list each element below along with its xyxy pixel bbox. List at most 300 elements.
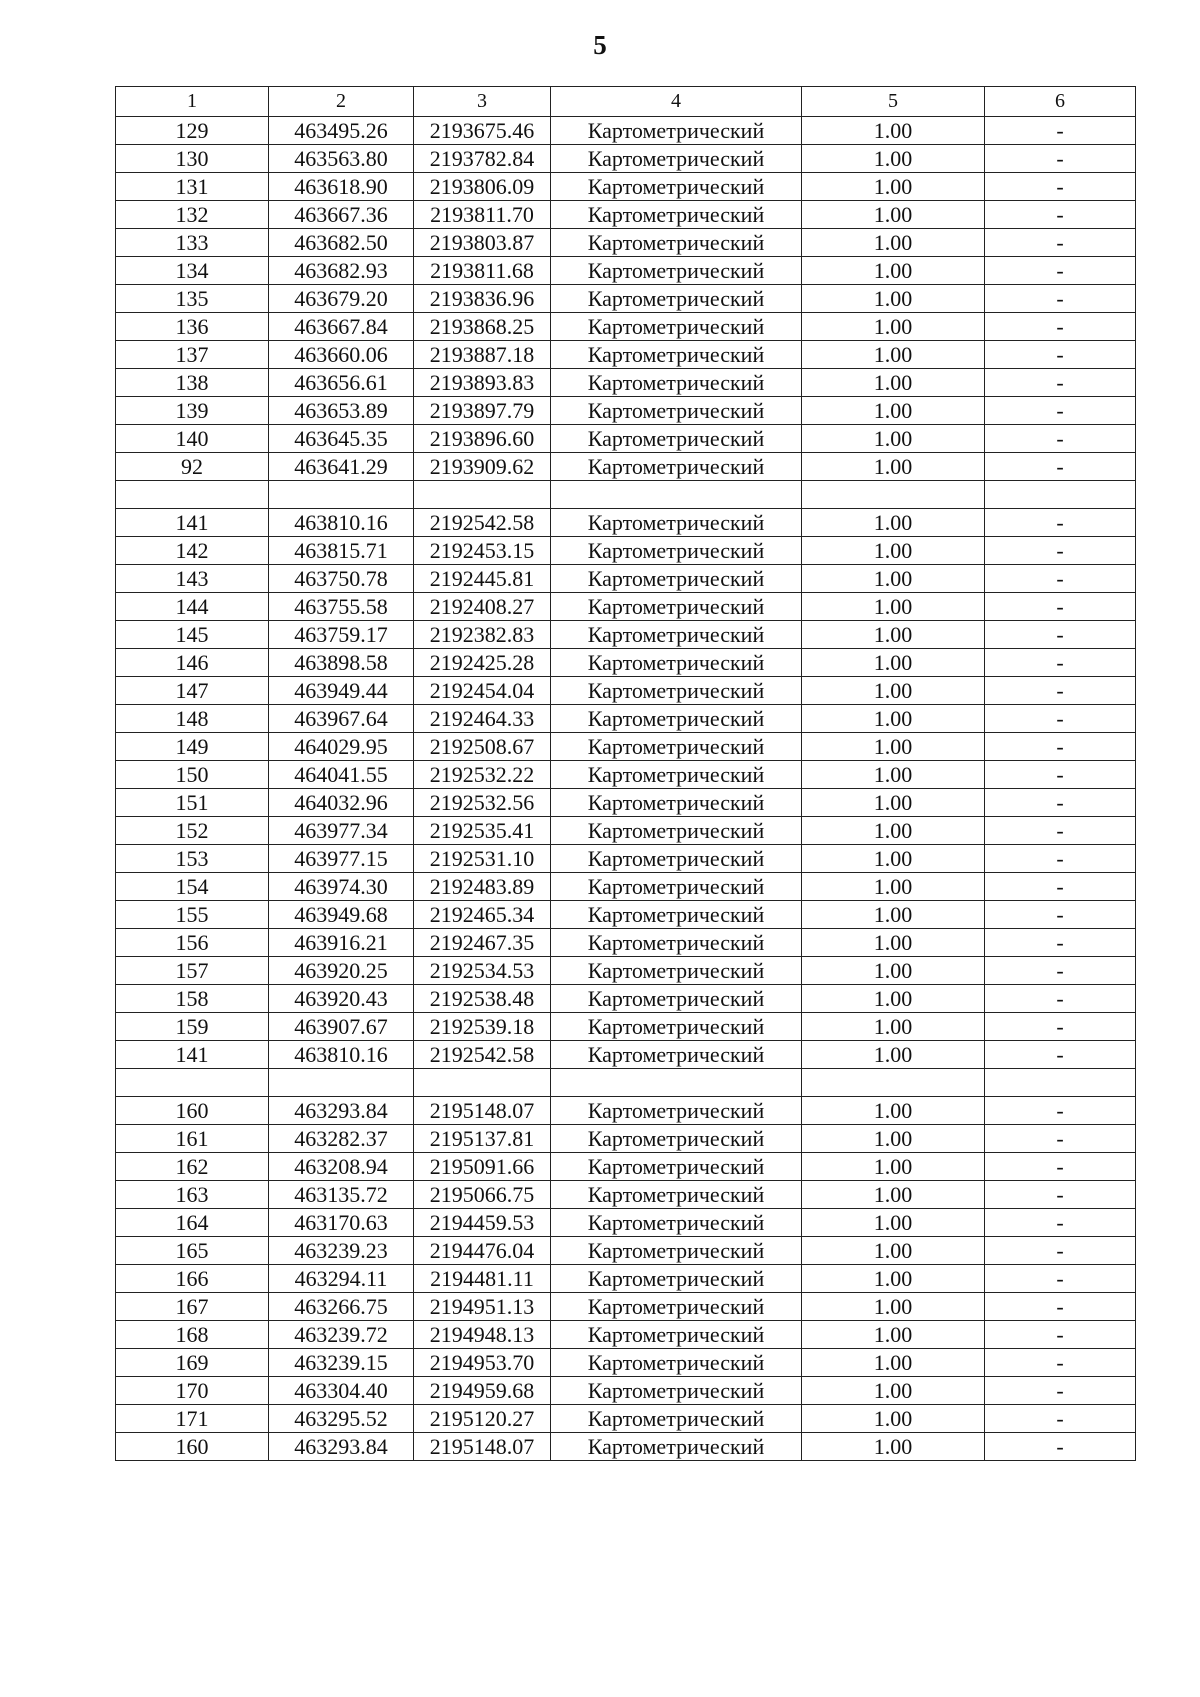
point-number-cell: 129 (116, 117, 269, 145)
column-header: 4 (551, 87, 802, 117)
table-row (116, 285, 1136, 313)
point-number-cell: 140 (116, 425, 269, 453)
accuracy-cell: 1.00 (802, 985, 985, 1013)
accuracy-cell (802, 1069, 985, 1097)
y-coordinate-cell: 2192508.67 (414, 733, 551, 761)
note-cell: - (985, 509, 1136, 537)
method-cell: Картометрический (551, 397, 802, 425)
page-number: 5 (593, 30, 607, 60)
note-cell: - (985, 985, 1136, 1013)
x-coordinate-cell: 463282.37 (269, 1125, 414, 1153)
accuracy-cell: 1.00 (802, 537, 985, 565)
table-row (116, 789, 1136, 817)
note-cell: - (985, 537, 1136, 565)
point-number-cell: 170 (116, 1377, 269, 1405)
x-coordinate-cell: 463293.84 (269, 1097, 414, 1125)
note-cell: - (985, 593, 1136, 621)
x-coordinate-cell: 463755.58 (269, 593, 414, 621)
x-coordinate-cell: 463170.63 (269, 1209, 414, 1237)
method-cell: Картометрический (551, 901, 802, 929)
y-coordinate-cell: 2193806.09 (414, 173, 551, 201)
accuracy-cell: 1.00 (802, 1433, 985, 1461)
accuracy-cell (802, 481, 985, 509)
x-coordinate-cell: 463618.90 (269, 173, 414, 201)
y-coordinate-cell: 2192425.28 (414, 649, 551, 677)
point-number-cell: 147 (116, 677, 269, 705)
x-coordinate-cell: 463810.16 (269, 509, 414, 537)
y-coordinate-cell: 2192464.33 (414, 705, 551, 733)
method-cell: Картометрический (551, 1181, 802, 1209)
point-number-cell: 158 (116, 985, 269, 1013)
method-cell: Картометрический (551, 1433, 802, 1461)
point-number-cell: 160 (116, 1433, 269, 1461)
note-cell: - (985, 145, 1136, 173)
table-row (116, 1433, 1136, 1461)
table-row (116, 1377, 1136, 1405)
method-cell: Картометрический (551, 341, 802, 369)
table-row (116, 845, 1136, 873)
point-number-cell: 136 (116, 313, 269, 341)
point-number-cell: 139 (116, 397, 269, 425)
y-coordinate-cell: 2193887.18 (414, 341, 551, 369)
accuracy-cell: 1.00 (802, 761, 985, 789)
accuracy-cell: 1.00 (802, 1405, 985, 1433)
y-coordinate-cell: 2194481.11 (414, 1265, 551, 1293)
table-row (116, 453, 1136, 481)
x-coordinate-cell: 463563.80 (269, 145, 414, 173)
note-cell: - (985, 1181, 1136, 1209)
note-cell: - (985, 733, 1136, 761)
point-number-cell: 144 (116, 593, 269, 621)
method-cell: Картометрический (551, 257, 802, 285)
method-cell: Картометрический (551, 621, 802, 649)
y-coordinate-cell: 2192532.56 (414, 789, 551, 817)
accuracy-cell: 1.00 (802, 1237, 985, 1265)
point-number-cell: 141 (116, 509, 269, 537)
y-coordinate-cell: 2193811.70 (414, 201, 551, 229)
method-cell: Картометрический (551, 733, 802, 761)
note-cell: - (985, 1125, 1136, 1153)
x-coordinate-cell (269, 481, 414, 509)
point-number-cell: 142 (116, 537, 269, 565)
accuracy-cell: 1.00 (802, 817, 985, 845)
note-cell: - (985, 1377, 1136, 1405)
accuracy-cell: 1.00 (802, 901, 985, 929)
note-cell: - (985, 173, 1136, 201)
y-coordinate-cell: 2193897.79 (414, 397, 551, 425)
table-row (116, 369, 1136, 397)
y-coordinate-cell: 2192542.58 (414, 1041, 551, 1069)
point-number-cell: 133 (116, 229, 269, 257)
table-row (116, 313, 1136, 341)
table-row (116, 649, 1136, 677)
method-cell: Картометрический (551, 453, 802, 481)
point-number-cell: 135 (116, 285, 269, 313)
point-number-cell: 141 (116, 1041, 269, 1069)
note-cell: - (985, 649, 1136, 677)
note-cell (985, 481, 1136, 509)
y-coordinate-cell: 2195091.66 (414, 1153, 551, 1181)
point-number-cell: 157 (116, 957, 269, 985)
column-header: 6 (985, 87, 1136, 117)
table-row (116, 481, 1136, 509)
note-cell: - (985, 789, 1136, 817)
method-cell: Картометрический (551, 1013, 802, 1041)
accuracy-cell: 1.00 (802, 285, 985, 313)
accuracy-cell: 1.00 (802, 369, 985, 397)
point-number-cell: 150 (116, 761, 269, 789)
method-cell: Картометрический (551, 789, 802, 817)
accuracy-cell: 1.00 (802, 313, 985, 341)
note-cell: - (985, 285, 1136, 313)
x-coordinate-cell: 463304.40 (269, 1377, 414, 1405)
x-coordinate-cell: 463239.23 (269, 1237, 414, 1265)
y-coordinate-cell: 2194459.53 (414, 1209, 551, 1237)
point-number-cell: 155 (116, 901, 269, 929)
table-row (116, 1293, 1136, 1321)
point-number-cell: 167 (116, 1293, 269, 1321)
method-cell: Картометрический (551, 929, 802, 957)
note-cell: - (985, 1209, 1136, 1237)
note-cell (985, 1069, 1136, 1097)
method-cell: Картометрический (551, 761, 802, 789)
y-coordinate-cell: 2192538.48 (414, 985, 551, 1013)
method-cell: Картометрический (551, 1265, 802, 1293)
accuracy-cell: 1.00 (802, 1293, 985, 1321)
accuracy-cell: 1.00 (802, 593, 985, 621)
x-coordinate-cell: 463294.11 (269, 1265, 414, 1293)
x-coordinate-cell: 463656.61 (269, 369, 414, 397)
point-number-cell: 169 (116, 1349, 269, 1377)
method-cell: Картометрический (551, 201, 802, 229)
note-cell: - (985, 453, 1136, 481)
x-coordinate-cell: 463295.52 (269, 1405, 414, 1433)
y-coordinate-cell: 2192535.41 (414, 817, 551, 845)
method-cell: Картометрический (551, 1321, 802, 1349)
accuracy-cell: 1.00 (802, 453, 985, 481)
point-number-cell: 171 (116, 1405, 269, 1433)
note-cell: - (985, 1097, 1136, 1125)
x-coordinate-cell: 463810.16 (269, 1041, 414, 1069)
note-cell: - (985, 229, 1136, 257)
accuracy-cell: 1.00 (802, 733, 985, 761)
method-cell: Картометрический (551, 369, 802, 397)
y-coordinate-cell: 2195148.07 (414, 1433, 551, 1461)
point-number-cell: 159 (116, 1013, 269, 1041)
note-cell: - (985, 257, 1136, 285)
table-row (116, 257, 1136, 285)
method-cell: Картометрический (551, 117, 802, 145)
table-row (116, 117, 1136, 145)
point-number-cell: 149 (116, 733, 269, 761)
accuracy-cell: 1.00 (802, 397, 985, 425)
accuracy-cell: 1.00 (802, 957, 985, 985)
table-row (116, 1181, 1136, 1209)
method-cell: Картометрический (551, 565, 802, 593)
table-row (116, 901, 1136, 929)
method-cell: Картометрический (551, 1293, 802, 1321)
y-coordinate-cell: 2192382.83 (414, 621, 551, 649)
method-cell: Картометрический (551, 173, 802, 201)
x-coordinate-cell: 463759.17 (269, 621, 414, 649)
accuracy-cell: 1.00 (802, 873, 985, 901)
point-number-cell: 160 (116, 1097, 269, 1125)
table-row (116, 1265, 1136, 1293)
point-number-cell: 132 (116, 201, 269, 229)
y-coordinate-cell: 2195148.07 (414, 1097, 551, 1125)
point-number-cell: 138 (116, 369, 269, 397)
y-coordinate-cell: 2195120.27 (414, 1405, 551, 1433)
coordinates-table (115, 86, 1136, 1461)
x-coordinate-cell: 463641.29 (269, 453, 414, 481)
accuracy-cell: 1.00 (802, 789, 985, 817)
y-coordinate-cell: 2195066.75 (414, 1181, 551, 1209)
y-coordinate-cell: 2193893.83 (414, 369, 551, 397)
point-number-cell: 168 (116, 1321, 269, 1349)
y-coordinate-cell: 2192534.53 (414, 957, 551, 985)
table-row (116, 537, 1136, 565)
column-header: 3 (414, 87, 551, 117)
y-coordinate-cell: 2194959.68 (414, 1377, 551, 1405)
y-coordinate-cell: 2192408.27 (414, 593, 551, 621)
note-cell: - (985, 397, 1136, 425)
note-cell: - (985, 341, 1136, 369)
x-coordinate-cell: 464041.55 (269, 761, 414, 789)
accuracy-cell: 1.00 (802, 201, 985, 229)
note-cell: - (985, 1265, 1136, 1293)
x-coordinate-cell: 463916.21 (269, 929, 414, 957)
table-row (116, 817, 1136, 845)
accuracy-cell: 1.00 (802, 1125, 985, 1153)
note-cell: - (985, 1293, 1136, 1321)
point-number-cell: 131 (116, 173, 269, 201)
table-row (116, 873, 1136, 901)
x-coordinate-cell: 463679.20 (269, 285, 414, 313)
x-coordinate-cell: 463239.15 (269, 1349, 414, 1377)
note-cell: - (985, 1433, 1136, 1461)
table-row (116, 1125, 1136, 1153)
coordinates-table-body (116, 87, 1136, 1461)
point-number-cell: 164 (116, 1209, 269, 1237)
accuracy-cell: 1.00 (802, 341, 985, 369)
accuracy-cell: 1.00 (802, 1321, 985, 1349)
y-coordinate-cell: 2193896.60 (414, 425, 551, 453)
method-cell: Картометрический (551, 705, 802, 733)
point-number-cell: 145 (116, 621, 269, 649)
table-row (116, 957, 1136, 985)
accuracy-cell: 1.00 (802, 1041, 985, 1069)
x-coordinate-cell: 463660.06 (269, 341, 414, 369)
table-row (116, 201, 1136, 229)
note-cell: - (985, 1041, 1136, 1069)
accuracy-cell: 1.00 (802, 1097, 985, 1125)
point-number-cell: 143 (116, 565, 269, 593)
method-cell: Картометрический (551, 1377, 802, 1405)
accuracy-cell: 1.00 (802, 257, 985, 285)
x-coordinate-cell: 463898.58 (269, 649, 414, 677)
x-coordinate-cell: 463495.26 (269, 117, 414, 145)
table-row (116, 1405, 1136, 1433)
y-coordinate-cell: 2193803.87 (414, 229, 551, 257)
y-coordinate-cell: 2192454.04 (414, 677, 551, 705)
accuracy-cell: 1.00 (802, 1209, 985, 1237)
method-cell: Картометрический (551, 817, 802, 845)
y-coordinate-cell: 2192445.81 (414, 565, 551, 593)
method-cell: Картометрический (551, 537, 802, 565)
x-coordinate-cell: 463682.93 (269, 257, 414, 285)
note-cell: - (985, 313, 1136, 341)
table-row (116, 425, 1136, 453)
method-cell: Картометрический (551, 285, 802, 313)
table-row (116, 733, 1136, 761)
note-cell: - (985, 1153, 1136, 1181)
y-coordinate-cell: 2192467.35 (414, 929, 551, 957)
accuracy-cell: 1.00 (802, 145, 985, 173)
note-cell: - (985, 873, 1136, 901)
column-header: 5 (802, 87, 985, 117)
method-cell: Картометрический (551, 509, 802, 537)
y-coordinate-cell: 2192531.10 (414, 845, 551, 873)
x-coordinate-cell: 463653.89 (269, 397, 414, 425)
x-coordinate-cell: 463667.36 (269, 201, 414, 229)
x-coordinate-cell: 463293.84 (269, 1433, 414, 1461)
accuracy-cell: 1.00 (802, 1181, 985, 1209)
x-coordinate-cell: 463135.72 (269, 1181, 414, 1209)
point-number-cell: 163 (116, 1181, 269, 1209)
x-coordinate-cell: 464029.95 (269, 733, 414, 761)
accuracy-cell: 1.00 (802, 929, 985, 957)
note-cell: - (985, 1349, 1136, 1377)
method-cell: Картометрический (551, 593, 802, 621)
note-cell: - (985, 1013, 1136, 1041)
accuracy-cell: 1.00 (802, 1349, 985, 1377)
table-row (116, 1097, 1136, 1125)
table-row (116, 173, 1136, 201)
y-coordinate-cell: 2192453.15 (414, 537, 551, 565)
table-row (116, 229, 1136, 257)
accuracy-cell: 1.00 (802, 705, 985, 733)
accuracy-cell: 1.00 (802, 509, 985, 537)
point-number-cell (116, 1069, 269, 1097)
y-coordinate-cell: 2192542.58 (414, 509, 551, 537)
point-number-cell: 134 (116, 257, 269, 285)
table-row (116, 341, 1136, 369)
table-row (116, 1349, 1136, 1377)
x-coordinate-cell: 463667.84 (269, 313, 414, 341)
y-coordinate-cell: 2193868.25 (414, 313, 551, 341)
point-number-cell: 161 (116, 1125, 269, 1153)
table-row (116, 929, 1136, 957)
x-coordinate-cell: 463977.15 (269, 845, 414, 873)
y-coordinate-cell: 2194948.13 (414, 1321, 551, 1349)
y-coordinate-cell: 2193811.68 (414, 257, 551, 285)
accuracy-cell: 1.00 (802, 649, 985, 677)
method-cell (551, 481, 802, 509)
table-row (116, 509, 1136, 537)
x-coordinate-cell: 463750.78 (269, 565, 414, 593)
y-coordinate-cell (414, 1069, 551, 1097)
y-coordinate-cell: 2193782.84 (414, 145, 551, 173)
method-cell: Картометрический (551, 985, 802, 1013)
note-cell: - (985, 817, 1136, 845)
method-cell (551, 1069, 802, 1097)
table-row (116, 1153, 1136, 1181)
accuracy-cell: 1.00 (802, 677, 985, 705)
table-row (116, 1321, 1136, 1349)
point-number-cell: 137 (116, 341, 269, 369)
x-coordinate-cell (269, 1069, 414, 1097)
x-coordinate-cell: 463907.67 (269, 1013, 414, 1041)
x-coordinate-cell: 463949.44 (269, 677, 414, 705)
x-coordinate-cell: 463977.34 (269, 817, 414, 845)
point-number-cell: 152 (116, 817, 269, 845)
method-cell: Картометрический (551, 957, 802, 985)
note-cell: - (985, 677, 1136, 705)
y-coordinate-cell: 2192539.18 (414, 1013, 551, 1041)
point-number-cell: 148 (116, 705, 269, 733)
table-row (116, 565, 1136, 593)
x-coordinate-cell: 463949.68 (269, 901, 414, 929)
x-coordinate-cell: 463208.94 (269, 1153, 414, 1181)
note-cell: - (985, 761, 1136, 789)
x-coordinate-cell: 463974.30 (269, 873, 414, 901)
method-cell: Картометрический (551, 1405, 802, 1433)
table-row (116, 677, 1136, 705)
point-number-cell: 162 (116, 1153, 269, 1181)
accuracy-cell: 1.00 (802, 1013, 985, 1041)
table-row (116, 621, 1136, 649)
table-row (116, 397, 1136, 425)
point-number-cell: 146 (116, 649, 269, 677)
method-cell: Картометрический (551, 1125, 802, 1153)
y-coordinate-cell: 2192465.34 (414, 901, 551, 929)
table-row (116, 1209, 1136, 1237)
accuracy-cell: 1.00 (802, 117, 985, 145)
column-header: 2 (269, 87, 414, 117)
note-cell: - (985, 369, 1136, 397)
method-cell: Картометрический (551, 229, 802, 257)
point-number-cell: 156 (116, 929, 269, 957)
table-row (116, 1237, 1136, 1265)
accuracy-cell: 1.00 (802, 845, 985, 873)
method-cell: Картометрический (551, 1349, 802, 1377)
x-coordinate-cell: 463920.43 (269, 985, 414, 1013)
x-coordinate-cell: 463967.64 (269, 705, 414, 733)
note-cell: - (985, 845, 1136, 873)
table-row (116, 985, 1136, 1013)
note-cell: - (985, 1321, 1136, 1349)
x-coordinate-cell: 464032.96 (269, 789, 414, 817)
method-cell: Картометрический (551, 649, 802, 677)
y-coordinate-cell: 2194953.70 (414, 1349, 551, 1377)
method-cell: Картометрический (551, 845, 802, 873)
y-coordinate-cell (414, 481, 551, 509)
y-coordinate-cell: 2194951.13 (414, 1293, 551, 1321)
method-cell: Картометрический (551, 677, 802, 705)
note-cell: - (985, 621, 1136, 649)
point-number-cell: 130 (116, 145, 269, 173)
method-cell: Картометрический (551, 1237, 802, 1265)
x-coordinate-cell: 463266.75 (269, 1293, 414, 1321)
table-row (116, 705, 1136, 733)
table-row (116, 145, 1136, 173)
table-row (116, 1041, 1136, 1069)
point-number-cell (116, 481, 269, 509)
note-cell: - (985, 705, 1136, 733)
method-cell: Картометрический (551, 1209, 802, 1237)
method-cell: Картометрический (551, 145, 802, 173)
method-cell: Картометрический (551, 313, 802, 341)
